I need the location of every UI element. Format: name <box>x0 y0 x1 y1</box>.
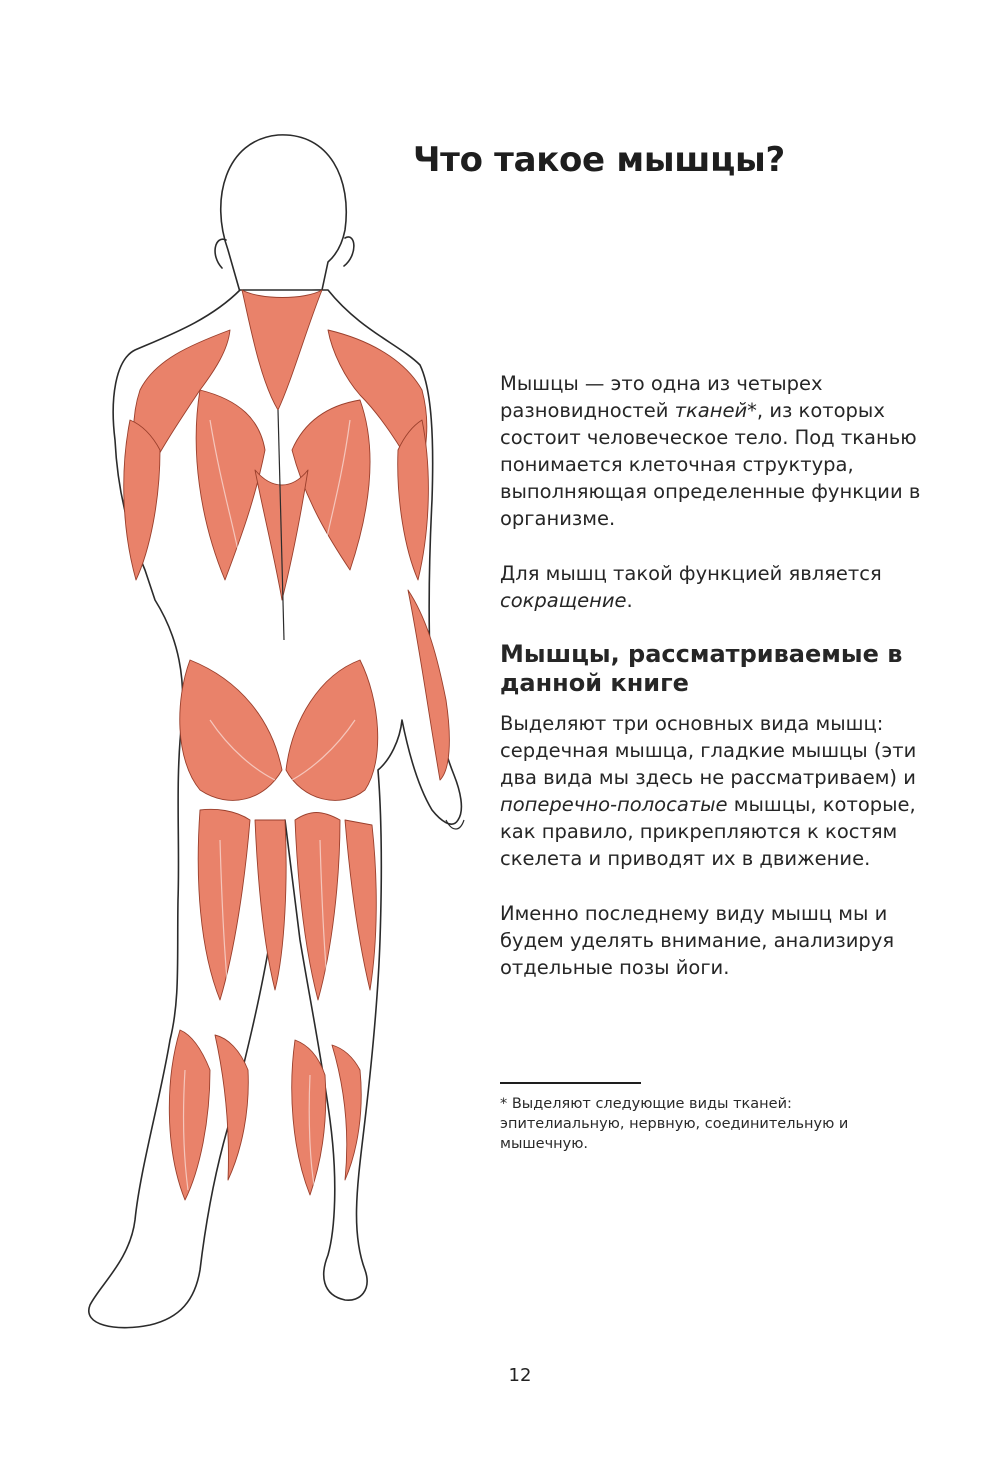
function-text-end: . <box>626 589 633 612</box>
footnote-divider <box>500 1082 641 1084</box>
muscular-system-back-view-icon <box>60 120 480 1360</box>
focus-paragraph: Именно последнему виду мышц мы и будем уделять внимание, анализируя отдельные позы йоги. <box>500 902 895 979</box>
footnote: * Выделяют следующие виды тканей: эпителиальную, нервную, соединительную и мышечную. <box>500 1096 849 1152</box>
function-text-start: Для мышц такой функцией является <box>500 562 882 585</box>
function-paragraph <box>500 560 940 614</box>
page-title: Что такое мышцы? <box>413 140 785 180</box>
intro-text-start: Мышцы — это одна из четырех разновидностей <box>500 372 823 422</box>
muscle-types-text-start: Выделяют три основных вида мышц: сердечная мышца, гладкие мышцы (эти два вида мы здесь не рассматриваем) и <box>500 712 917 789</box>
muscle-types-emphasis: поперечно-полосатые <box>500 793 728 816</box>
page-number: 12 <box>508 1365 532 1386</box>
section-subheading: Мышцы, рассматриваемые в данной книге <box>500 640 903 697</box>
intro-paragraph <box>500 370 940 532</box>
muscle-types-paragraph <box>500 710 940 872</box>
function-emphasis: сокращение <box>500 589 627 612</box>
intro-emphasis: тканей <box>674 399 748 422</box>
muscle-types-text-end: мышцы, которые, как правило, прикрепляются к костям скелета и приводят их в движение. <box>500 793 916 870</box>
intro-text-end: *, из которых состоит человеческое тело. Под тканью понимается клеточная структура, выполняющая определенные функции в организме. <box>500 399 921 530</box>
